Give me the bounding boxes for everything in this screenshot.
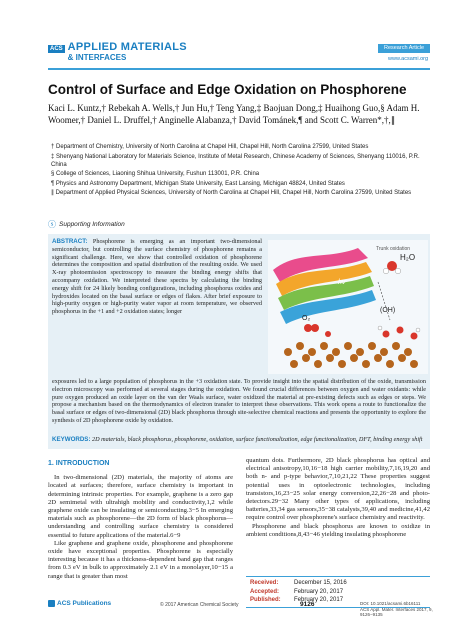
author-list: Kaci L. Kuntz,† Rebekah A. Wells,† Jun Hu,† Teng Yang,‡ Baojuan Dong,‡ Huaihong Guo,§ Adam H. Woomer,† Daniel L. Druffel,† Anginelle Alabanza,† David Tománek,¶ and Scott C. Warren*,†,∥	[48, 103, 420, 125]
abstract-text-column	[52, 238, 262, 316]
affiliation-1: † Department of Chemistry, University of North Carolina at Chapel Hill, Chapel Hill, North Carolina 27599, United States	[51, 144, 369, 150]
toc-label-h2o: H₂O	[400, 253, 416, 262]
intro-column-right	[246, 457, 430, 539]
keywords	[52, 436, 426, 444]
journal-url[interactable]: www.acsami.org	[388, 56, 429, 62]
toc-label-oh: (OH)	[380, 307, 396, 314]
toc-label-trunk: Trunk oxidation	[376, 246, 410, 252]
intro-paragraph-1: In two-dimensional (2D) materials, the majority of atoms are located at surfaces; therefore, surface chemistry is important in determining intrinsic properties. For example, graphene is a zero gap 2D semimetal with ultrahigh mobility and conductivity,1,2 while graphene oxide can be insulating or semiconducting.3−5 In emerging materials such as phosphorene—the 2D form of black phosphorus—understanding and controlling surface chemistry is considered essential to future applications of the material.6−9	[48, 474, 233, 539]
keywords-label: KEYWORDS:	[52, 436, 91, 443]
accepted-date: February 20, 2017	[294, 588, 344, 595]
intro-paragraph-2: Like graphene and graphene oxide, phosphorene and phosphorene oxide have exceptional properties. Phosphorene is especially interesting because it has a thickness-dependent band gap that ranges from 0.3 eV in bulk to approximately 2.1 eV in a monolayer,10−15 a range that is greater than most	[48, 539, 233, 580]
affiliation-2: ‡ Shenyang National Laboratory for Materials Science, Institute of Metal Research, Chinese Academy of Sciences, Shenyang 110016, P.R. China	[51, 153, 420, 168]
toc-label-o2: O₂	[302, 315, 311, 322]
section-heading-introduction: 1. INTRODUCTION	[48, 460, 110, 467]
journal-name-line1: APPLIED MATERIALS	[67, 41, 187, 53]
page-number: 9126	[300, 601, 315, 608]
article-title: Control of Surface and Edge Oxidation on Phosphorene	[48, 82, 407, 97]
doi-block	[360, 601, 434, 618]
affiliation-5: ∥ Department of Applied Physical Sciences, University of North Carolina at Chapel Hill, Chapel Hill, North Carolina 27599, United States	[51, 190, 412, 196]
accepted-label: Accepted:	[250, 588, 280, 595]
published-date: February 20, 2017	[294, 597, 344, 603]
copyright: © 2017 American Chemical Society	[160, 602, 239, 608]
affiliation-4: ¶ Physics and Astronomy Department, Michigan State University, East Lansing, Michigan 48824, United States	[51, 180, 345, 187]
oxygen-molecule	[304, 324, 312, 332]
citation: ACS Appl. Mater. Interfaces 2017, 9, 9126−9135	[360, 606, 433, 617]
abstract-label: ABSTRACT:	[52, 238, 88, 245]
received-label: Received:	[250, 580, 279, 586]
affiliations	[48, 143, 430, 199]
intro-paragraph-4: Phosphorene and black phosphorus are known to oxidize in ambient conditions,8,43−46 yielding insulating phosphorene	[246, 522, 430, 538]
acs-publications-icon	[48, 600, 55, 607]
publisher-name: ACS Publications	[57, 600, 112, 607]
article-type-badge: Research Article	[378, 44, 430, 53]
supporting-info-icon: ⓢ	[48, 220, 56, 229]
supporting-info-link[interactable]	[48, 219, 125, 230]
abstract-text-part1: Phosphorene is emerging as an important two-dimensional semiconductor, but controlling the surface chemistry of phosphorene remains a significant challenge. Here, we show that controlled oxidation of phosphorene determines the composition and spatial distribution of the resulting oxide. We used X-ray photoemission spectroscopy to measure the binding energy shifts that accompany oxidation. We interpreted these spectra by calculating the binding energy shift for 24 likely bonding configurations, including phosphorus oxides and hydroxides located on the basal surface or edges of flakes. After brief exposure to high-purity oxygen or high-purity water vapor at room temperature, we observed phosphorus in the +1 and +2 oxidation states; longer	[52, 238, 262, 316]
supporting-info-label: Supporting Information	[59, 221, 125, 228]
doi[interactable]: DOI: 10.1021/acsami.6b16111	[360, 601, 421, 606]
intro-column-left	[48, 457, 233, 581]
received-date: December 15, 2016	[294, 580, 347, 586]
journal-name-line2: & INTERFACES	[67, 53, 127, 62]
intro-paragraph-3: quantum dots. Furthermore, 2D black phosphorus has optical and electrical anisotropy,10,16−18 high carrier mobility,7,16,19,20 and both n- and p-type behavior,7,10,21,22 These properties suggest potential uses in optoelectronic technologies, including transistors,16,23−25 solar energy conversion,22,26−28 and photo-detectors.29−32 Many other types of applications, including batteries,33,34 gas sensors,35−38 catalysts,39,40 and medicine,41,42 require control over phosphorene's surface chemistry and reactivity.	[246, 457, 430, 522]
toc-label-hv: hν	[338, 279, 346, 286]
header-rule	[48, 68, 430, 70]
toc-graphic	[268, 240, 428, 374]
journal-logo	[48, 42, 187, 66]
acs-publications-logo	[48, 600, 111, 607]
abstract-text-part2: exposures led to a large population of phosphorus in the +3 oxidation state. To provide insight into the spatial distribution of the oxide, transmission electron microscopy was performed at several stages during the oxidation. We found crucial differences between oxygen and water oxidants: while pure oxygen produced an oxide layer on the van der Waals surface, water oxidized the material at pre-existing defects such as edges or steps. We propose a mechanism based on the thermodynamics of electron transfer to interpret these observations. This work opens a route to functionalize the basal surface or edges of two-dimensional (2D) black phosphorus through site-selective chemical reactions and presents the opportunity to explore the synthesis of 2D phosphorene oxide by oxidation.	[52, 378, 426, 424]
published-label: Published:	[250, 597, 281, 603]
acs-logo: ACS	[50, 46, 63, 52]
affiliation-3: § College of Sciences, Liaoning Shihua University, Fushun 113001, P.R. China	[51, 171, 260, 177]
keywords-text: 2D materials, black phosphorus, phosphorene, oxidation, surface functionalization, edge functionalization, DFT, binding energy shift	[92, 436, 423, 443]
